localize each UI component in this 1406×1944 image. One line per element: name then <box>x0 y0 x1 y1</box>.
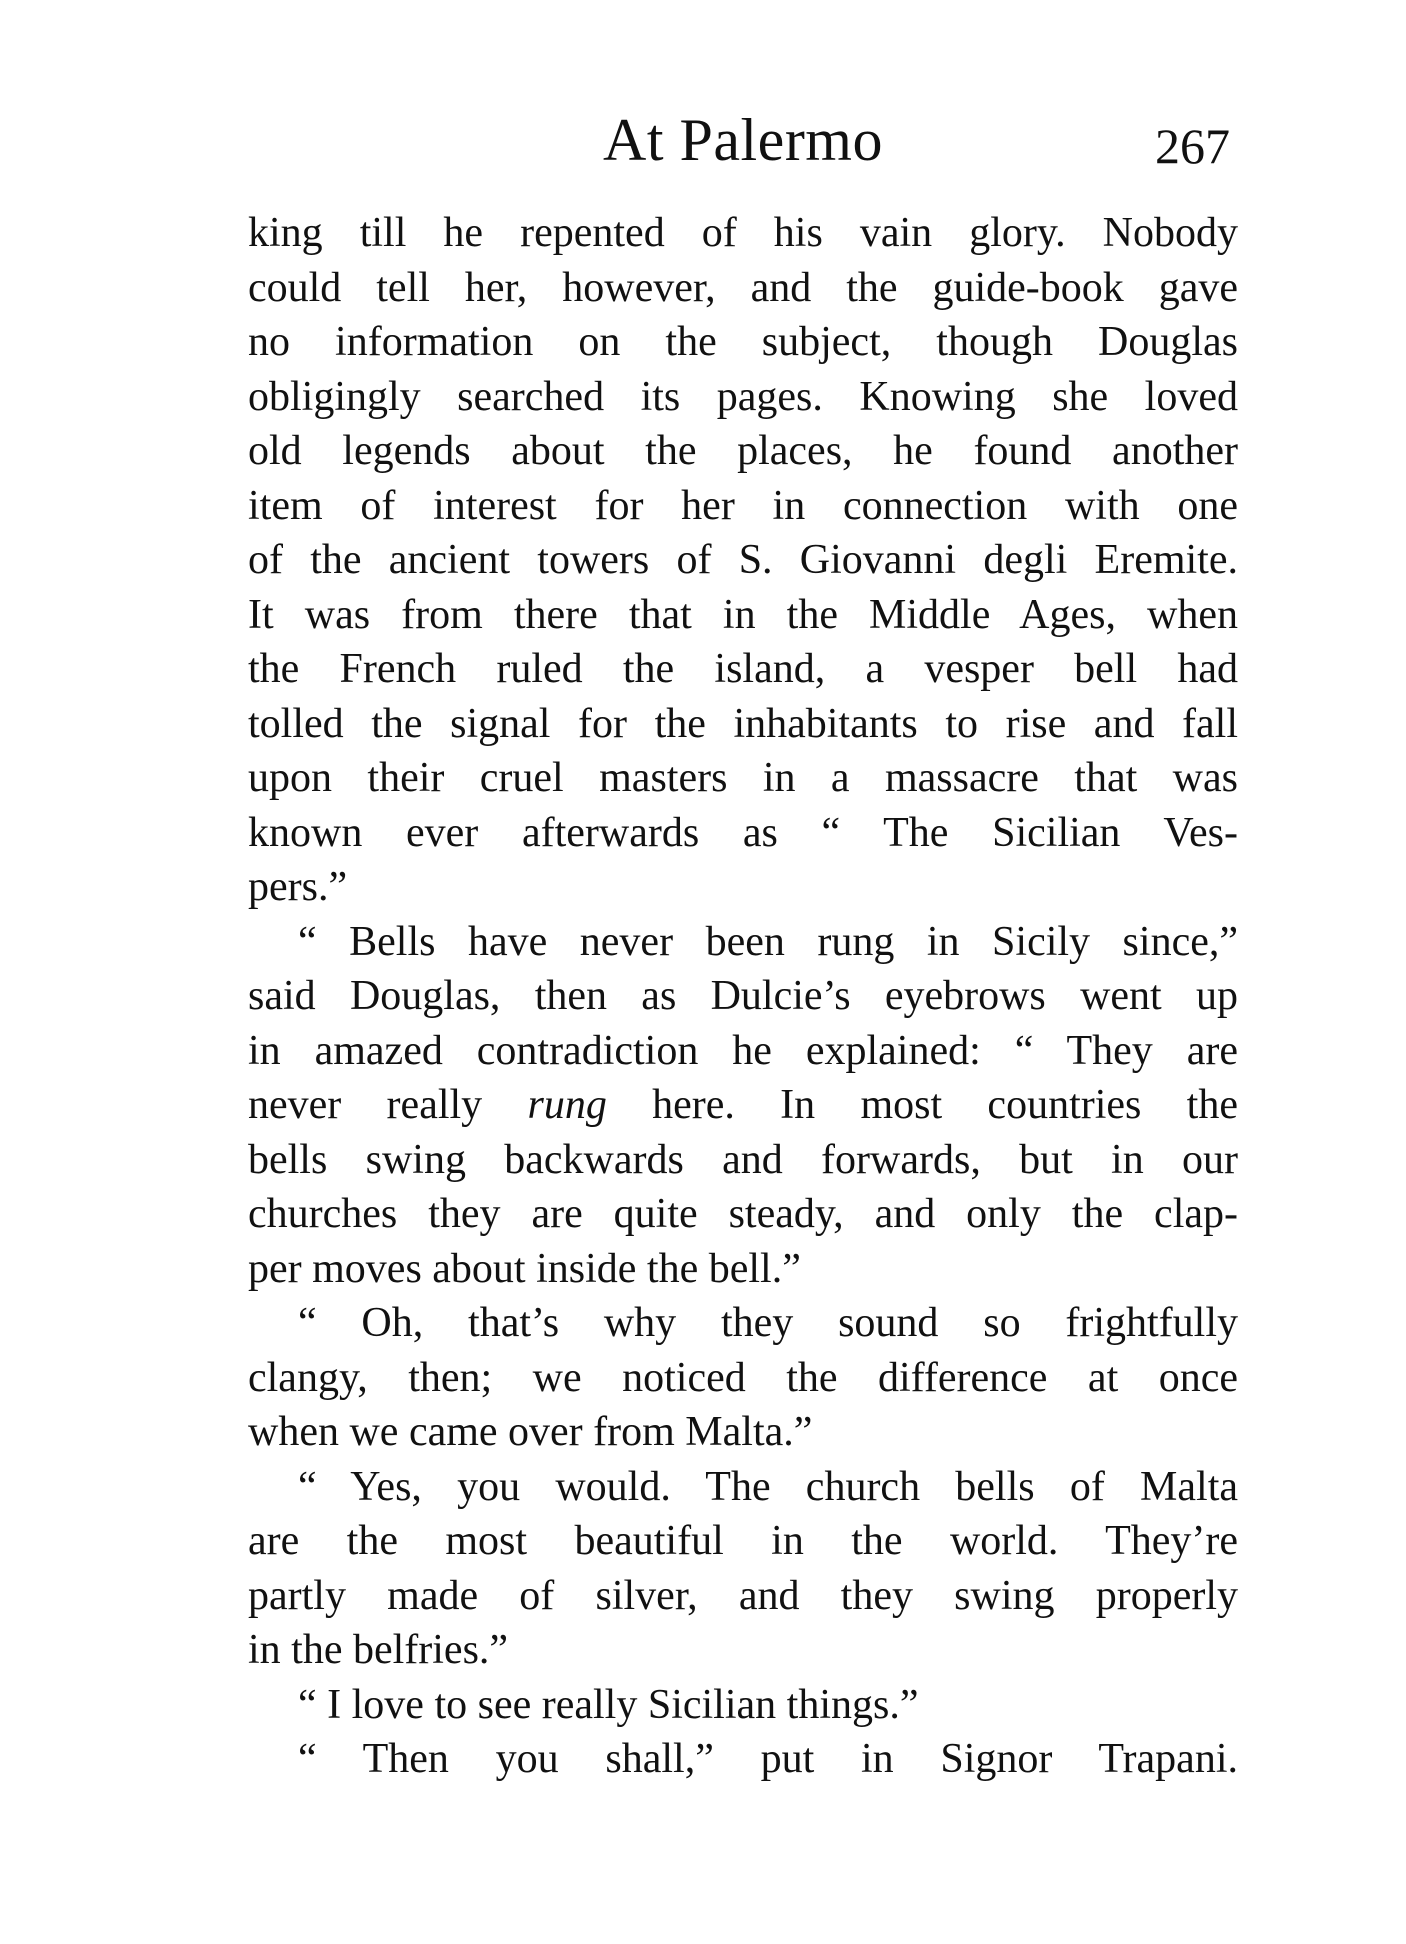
text-line: in the belfries.” <box>248 1627 509 1673</box>
body-text <box>248 206 1238 1787</box>
text-line: “ Yes, you would. The church bells of Malta <box>298 1463 1238 1510</box>
text-line: tolled the signal for the inhabitants to rise and fall <box>248 700 1238 747</box>
text-line: in amazed contradiction he explained: “ They are <box>248 1027 1238 1074</box>
text-line: of the ancient towers of S. Giovanni degli Eremite. <box>248 537 1238 583</box>
text-line: “ Oh, that’s why they sound so frightfully <box>298 1300 1238 1346</box>
text-line: known ever afterwards as “ The Sicilian Ves- <box>248 809 1238 856</box>
text-segment: here. In most countries the <box>606 1082 1238 1128</box>
text-line: king till he repented of his vain glory. Nobody <box>248 210 1238 256</box>
text-line: “ Bells have never been rung in Sicily since,” <box>298 918 1238 965</box>
text-line <box>248 1078 1238 1133</box>
text-line: the French ruled the island, a vesper bell had <box>248 646 1238 692</box>
emphasized-word: rung <box>527 1082 607 1128</box>
text-line: clangy, then; we noticed the difference at once <box>248 1354 1238 1401</box>
text-line: pers.” <box>248 864 348 910</box>
text-line: “ I love to see really Sicilian things.” <box>298 1681 919 1728</box>
text-line: no information on the subject, though Douglas <box>248 319 1238 365</box>
text-line: It was from there that in the Middle Ages, when <box>248 591 1238 638</box>
page-header <box>248 100 1238 180</box>
text-line: partly made of silver, and they swing properly <box>248 1572 1238 1619</box>
text-segment: never really <box>248 1082 528 1128</box>
text-line: item of interest for her in connection with one <box>248 482 1238 529</box>
text-line: when we came over from Malta.” <box>248 1409 813 1455</box>
text-line: per moves about inside the bell.” <box>248 1245 801 1292</box>
text-line: bells swing backwards and forwards, but in our <box>248 1136 1238 1183</box>
text-line: “ Then you shall,” put in Signor Trapani. <box>298 1736 1238 1782</box>
text-line: old legends about the places, he found another <box>248 428 1238 474</box>
page-number: 267 <box>1155 118 1230 174</box>
text-line: said Douglas, then as Dulcie’s eyebrows went up <box>248 973 1238 1019</box>
text-line: are the most beautiful in the world. They’re <box>248 1518 1238 1564</box>
text-line: upon their cruel masters in a massacre that was <box>248 755 1238 801</box>
text-line: obligingly searched its pages. Knowing she loved <box>248 373 1238 420</box>
running-title: At Palermo <box>603 107 883 173</box>
text-line: churches they are quite steady, and only the clap- <box>248 1191 1238 1237</box>
text-line: could tell her, however, and the guide-book gave <box>248 264 1238 311</box>
